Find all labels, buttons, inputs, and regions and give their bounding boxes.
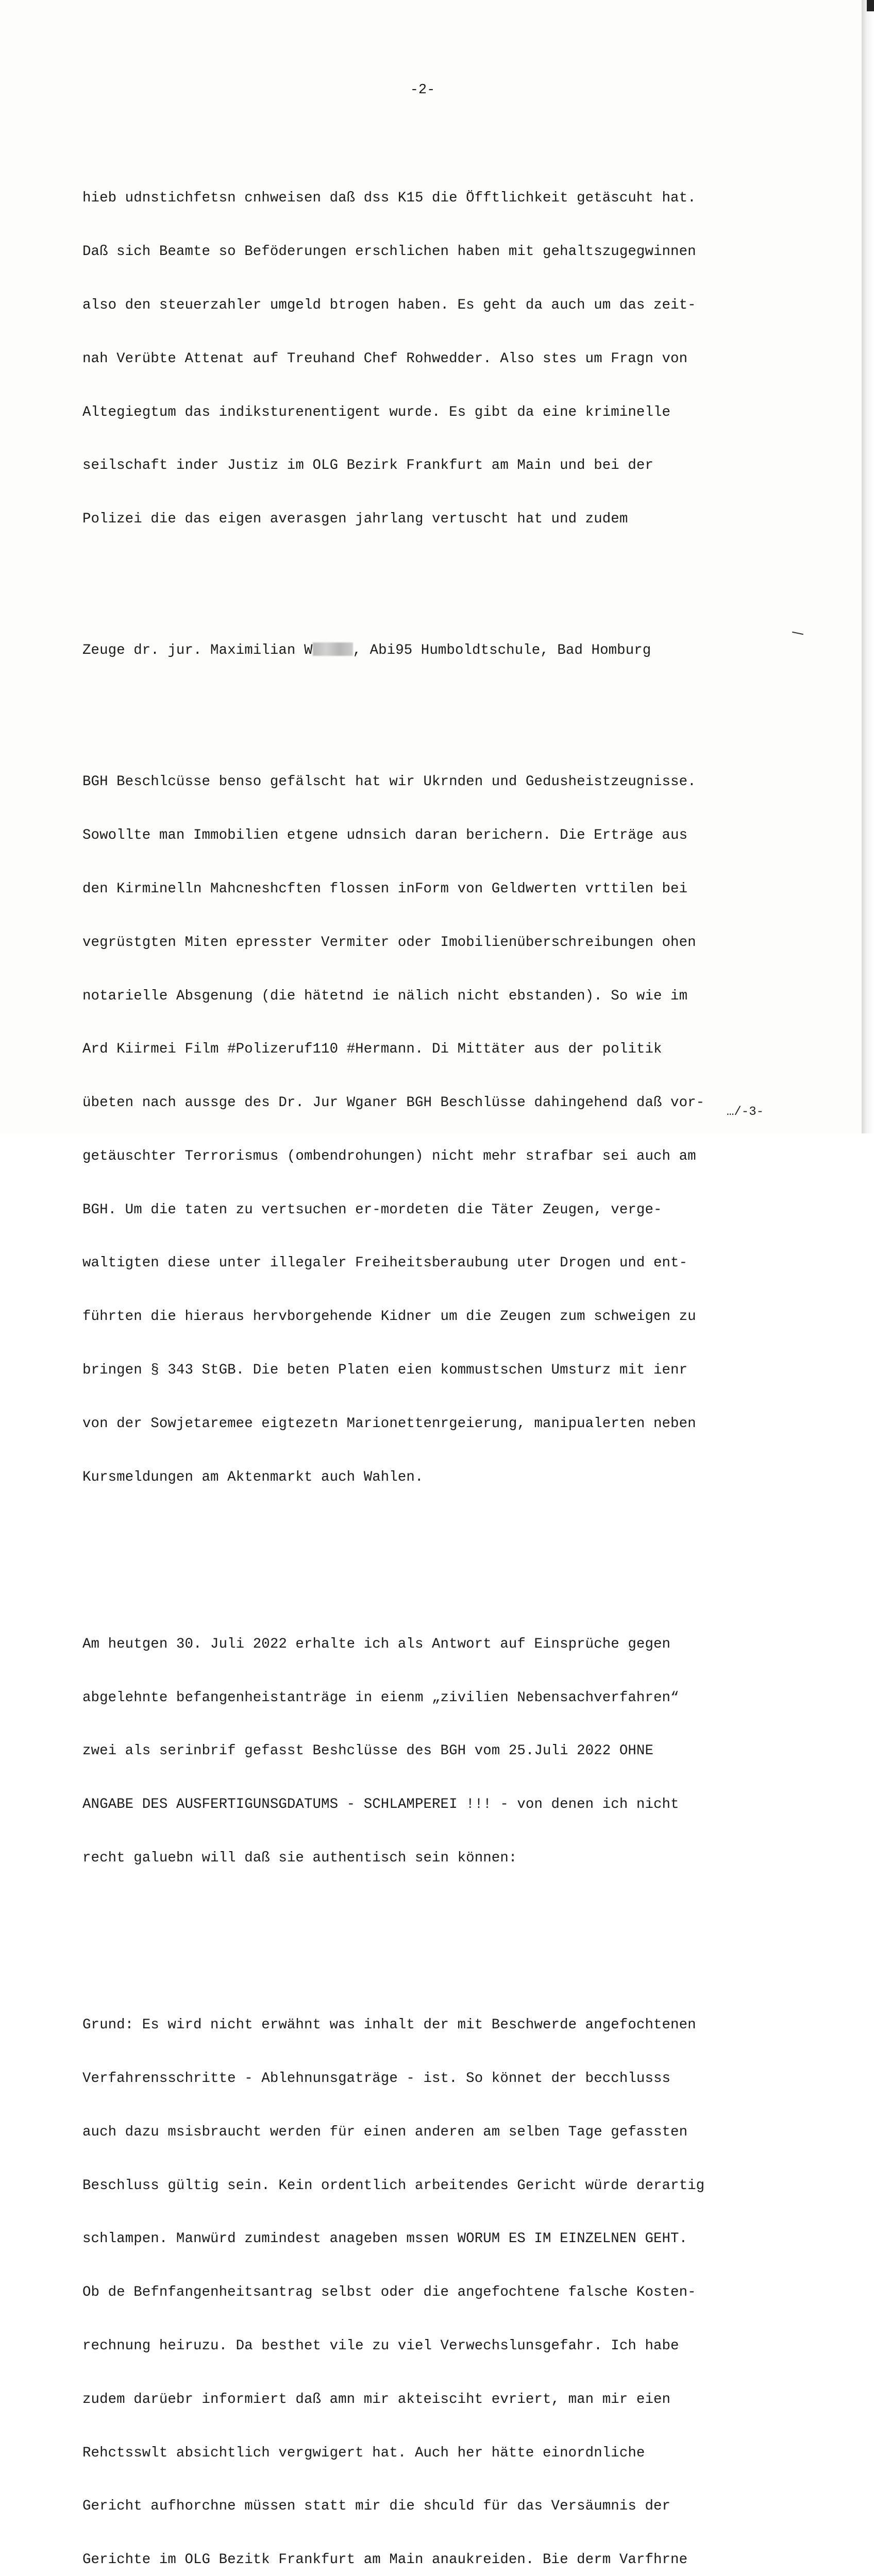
text-line: vegrüstgten Miten epresster Vermiter oder Imobilienüberschreibungen ohen — [82, 934, 696, 951]
text-line: BGH Beschlcüsse benso gefälscht hat wir Ukrnden und Gedusheistzeugnisse. — [82, 774, 696, 790]
text-line: zudem darüebr informiert daß amn mir akteisciht evriert, man mir eien — [82, 2391, 671, 2408]
pen-mark — [792, 632, 803, 635]
paragraph-2 — [82, 738, 783, 1522]
text-line: schlampen. Manwürd zumindest anageben mssen WORUM ES IM EINZELNEN GEHT. — [82, 2231, 688, 2247]
witness-line — [82, 642, 783, 660]
paragraph-gap — [82, 1558, 783, 1565]
paragraph-3 — [82, 1600, 783, 1903]
text-line: übeten nach aussge des Dr. Jur Wganer BGH Beschlüsse dahingehend daß vor- — [82, 1095, 705, 1111]
text-line: recht galuebn will daß sie authentisch sein können: — [82, 1850, 517, 1866]
text-line: Ard Kiirmei Film #Polizeruf110 #Hermann. Di Mittäter aus der politik — [82, 1041, 662, 1058]
text-line: den Kirminelln Mahcneshcften flossen inForm von Geldwerten vrttilen bei — [82, 880, 688, 897]
scan-page-edge — [862, 0, 874, 1133]
text-line: Am heutgen 30. Juli 2022 erhalte ich als Antwort auf Einsprüche gegen — [82, 1636, 671, 1652]
text-line: Grund: Es wird nicht erwähnt was inhalt der mit Beschwerde angefochtenen — [82, 2017, 696, 2033]
text-line: Polizei die das eigen averasgen jahrlang vertuscht hat und zudem — [82, 511, 628, 528]
text-line: rechnung heiruzu. Da besthet vile zu viel Verwechslunsgefahr. Ich habe — [82, 2338, 679, 2354]
letter-body — [82, 118, 783, 2576]
text-line: auch dazu msisbraucht werden für einen anderen am selben Tage gefassten — [82, 2124, 688, 2140]
paragraph-4 — [82, 1981, 783, 2576]
page-number: -2- — [410, 82, 435, 98]
paragraph-gap — [82, 696, 783, 702]
witness-name: Zeuge dr. jur. Maximilian W — [82, 642, 313, 659]
text-line: führten die hieraus hervborgehende Kidner um die Zeugen zum schweigen zu — [82, 1309, 696, 1325]
text-line: also den steuerzahler umgeld btrogen haben. Es geht da auch um das zeit- — [82, 297, 696, 313]
text-line: Gericht aufhorchne müssen statt mir die shculd für das Versäumnis der — [82, 2498, 671, 2515]
text-line: waltigten diese unter illegaler Freiheitsberaubung uter Drogen und ent- — [82, 1255, 688, 1272]
text-line: von der Sowjetaremee eigtezetn Marionettenrgeierung, manipualerten neben — [82, 1415, 696, 1432]
next-page-marker: …/-3- — [727, 1105, 764, 1119]
paragraph-gap — [82, 1939, 783, 1945]
text-line: notarielle Absgenung (die hätetnd ie nälich nicht ebstanden). So wie im — [82, 988, 688, 1004]
text-line: zwei als serinbrif gefasst Beshclüsse des BGH vom 25.Juli 2022 OHNE — [82, 1743, 653, 1759]
text-line: ANGABE DES AUSFERTIGUNSGDATUMS - SCHLAMPEREI !!! - von denen ich nicht — [82, 1797, 679, 1813]
paragraph-1 — [82, 154, 783, 564]
text-line: Beschluss gültig sein. Kein ordentlich arbeitendes Gericht würde derartig — [82, 2177, 705, 2194]
paragraph-gap — [82, 600, 783, 606]
text-line: Ob de Befnfangenheitsantrag selbst oder die angefochtene falsche Kosten- — [82, 2284, 696, 2301]
text-line: Daß sich Beamte so Beföderungen erschlichen haben mit gehaltszugegwinnen — [82, 244, 696, 260]
text-line: Verfahrensschritte - Ablehnunsgaträge - ist. So könnet der becchlusss — [82, 2071, 671, 2087]
text-line: seilschaft inder Justiz im OLG Bezirk Frankfurt am Main und bei der — [82, 457, 653, 474]
text-line: Rehctsswlt absichtlich vergwigert hat. Auch her hätte einordnliche — [82, 2445, 645, 2461]
text-line: BGH. Um die taten zu vertsuchen er-mordeten die Täter Zeugen, verge- — [82, 1201, 662, 1218]
text-line: hieb udnstichfetsn cnhweisen daß dss K15 die Öfftlichkeit getäscuht hat. — [82, 190, 696, 207]
text-line: getäuschter Terrorismus (ombendrohungen) nicht mehr strafbar sei auch am — [82, 1148, 696, 1164]
redaction-blur — [313, 642, 353, 656]
scan-corner-mark — [867, 0, 874, 11]
witness-details: , Abi95 Humboldtschule, Bad Homburg — [352, 642, 651, 659]
text-line: Kursmeldungen am Aktenmarkt auch Wahlen. — [82, 1469, 424, 1485]
text-line: Gerichte im OLG Bezitk Frankfurt am Main anaukreiden. Bie derm Varfhrne — [82, 2552, 688, 2568]
text-line: bringen § 343 StGB. Die beten Platen eien kommustschen Umsturz mit ienr — [82, 1362, 688, 1378]
text-line: Sowollte man Immobilien etgene udnsich daran berichern. Die Erträge aus — [82, 827, 688, 844]
text-line: abgelehnte befangenheistanträge in eienm „zivilien Nebensachverfahren“ — [82, 1689, 679, 1706]
text-line: nah Verübte Attenat auf Treuhand Chef Rohwedder. Also stes um Fragn von — [82, 350, 688, 367]
text-line: Altegiegtum das indiksturenentigent wurde. Es gibt da eine kriminelle — [82, 404, 671, 420]
